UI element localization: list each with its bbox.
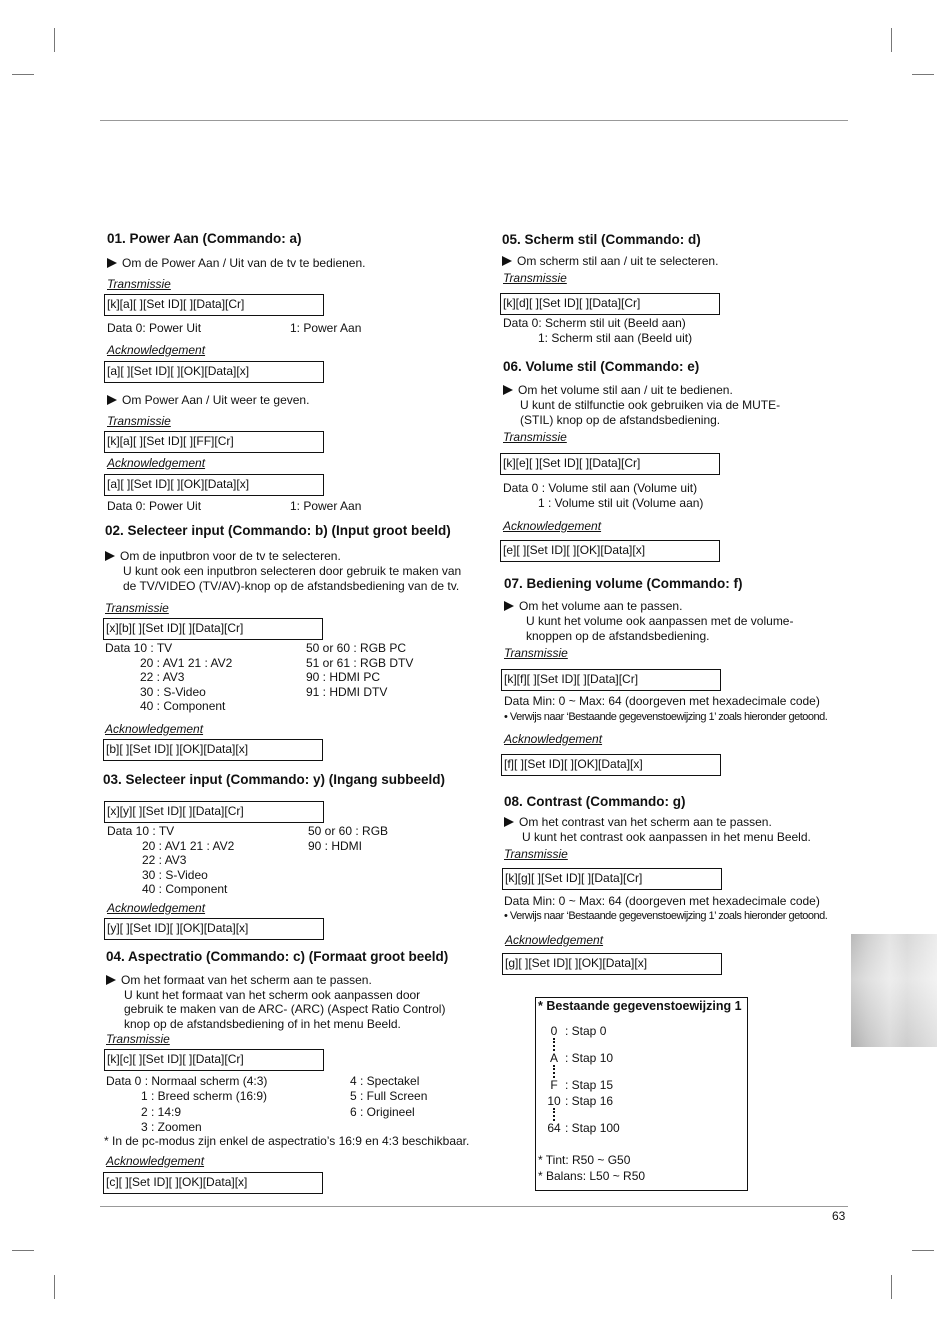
data-mapping-table [535,997,748,1191]
transmissie-label: Transmissie [503,271,567,285]
footnote: * In de pc-modus zijn enkel de aspectratio’s 16:9 en 4:3 beschikbaar. [104,1134,470,1148]
data-line: 40 : Component [142,882,228,897]
mapping-value: : Stap 15 [565,1078,614,1092]
transmission-box: [k][f][ ][Set ID][ ][Data][Cr] [501,669,721,691]
section-04-desc: U kunt het formaat van het scherm ook aanpassen door [124,988,421,1002]
section-02-desc: U kunt ook een inputbron selecteren door gebruik te maken van [123,564,462,578]
data-line: 5 : Full Screen [350,1089,428,1104]
mapping-key: F [550,1078,558,1092]
data-line: 1: Power Aan [290,499,362,513]
acknowledgement-box: [b][ ][Set ID][ ][OK][Data][x] [103,739,323,761]
balance-range: * Balans: L50 ~ R50 [538,1169,646,1183]
data-values-right [306,641,413,699]
transmission-box: [k][c][ ][Set ID][ ][Data][Cr] [104,1049,324,1071]
section-05-title: 05. Scherm stil (Commando: d) [502,232,701,247]
arrow-right-icon [106,975,116,985]
mapping-key: 0 [550,1024,558,1038]
crop-mark [54,28,55,52]
transmissie-label: Transmissie [107,277,171,291]
section-06-title: 06. Volume stil (Commando: e) [503,359,700,374]
transmissie-label: Transmissie [107,414,171,428]
data-line: Data Min: 0 ~ Max: 64 (doorgeven met hexadecimale code) [504,694,820,708]
section-02-desc: Om de inputbron voor de tv te selecteren. [105,549,341,564]
reference-note: • Verwijs naar ‘Bestaande gegevenstoewijzing 1’ zoals hieronder getoond. [504,711,828,723]
acknowledgement-label: Acknowledgement [107,343,206,357]
section-04-title: 04. Aspectratio (Commando: c) (Formaat groot beeld) [106,949,449,964]
data-line: Data 10 : TV [107,824,175,838]
tint-range: * Tint: R50 ~ G50 [538,1153,631,1167]
data-line: 51 or 61 : RGB DTV [306,655,414,670]
data-line: 2 : 14:9 [141,1104,182,1119]
data-line: 90 : HDMI [308,838,363,853]
data-line: 6 : Origineel [350,1104,415,1119]
transmission-box: [x][y][ ][Set ID][ ][Data][Cr] [104,801,324,823]
acknowledgement-label: Acknowledgement [505,933,604,947]
section-07-desc: U kunt het volume ook aanpassen met de volume- [526,614,794,628]
acknowledgement-box: [f][ ][Set ID][ ][OK][Data][x] [501,754,721,776]
section-08-desc: Om het contrast van het scherm aan te passen. [504,815,772,830]
data-values-right [350,1074,427,1120]
section-02-desc: de TV/VIDEO (TV/AV)-knop op de afstandsbediening van de tv. [123,579,460,593]
acknowledgement-box: [a][ ][Set ID][ ][OK][Data][x] [104,361,324,383]
transmission-box: [k][e][ ][Set ID][ ][Data][Cr] [500,453,720,475]
transmission-box: [k][a][ ][Set ID][ ][Data][Cr] [104,294,324,316]
mapping-key: 10 [547,1094,561,1108]
data-line: 22 : AV3 [140,670,185,685]
acknowledgement-box: [e][ ][Set ID][ ][OK][Data][x] [500,540,720,562]
section-01-desc-2: Om Power Aan / Uit weer te geven. [107,393,309,408]
arrow-right-icon [107,258,117,268]
section-07-desc: knoppen op de afstandsbediening. [526,629,710,643]
crop-mark [54,1275,55,1299]
crop-mark [12,74,34,75]
data-line: 1: Power Aan [290,321,362,335]
section-thumb-tab [851,934,937,1047]
acknowledgement-box: [y][ ][Set ID][ ][OK][Data][x] [104,918,324,940]
data-line: Data Min: 0 ~ Max: 64 (doorgeven met hexadecimale code) [504,894,820,908]
section-01-title: 01. Power Aan (Commando: a) [107,231,302,246]
data-line: 4 : Spectakel [350,1074,420,1088]
data-line: 1 : Breed scherm (16:9) [141,1089,268,1104]
section-04-desc: knop op de afstandsbediening of in het menu Beeld. [124,1017,401,1031]
data-line: Data 0: Power Uit [107,321,202,335]
data-line: 30 : S-Video [142,867,208,882]
section-08-title: 08. Contrast (Commando: g) [504,794,686,809]
crop-mark [912,74,934,75]
data-line: 91 : HDMI DTV [306,684,388,699]
acknowledgement-label: Acknowledgement [504,732,603,746]
arrow-right-icon [107,395,117,405]
section-02-title: 02. Selecteer input (Commando: b) (Input groot beeld) [105,523,451,538]
data-values-left [106,1074,267,1135]
data-line: 30 : S-Video [140,684,206,699]
mapping-value: : Stap 16 [565,1094,614,1108]
crop-mark [12,1250,34,1251]
section-04-desc: gebruik te maken van de ARC- (ARC) (Aspect Ratio Control) [124,1002,446,1016]
data-values-right [308,824,388,853]
section-04-desc: Om het formaat van het scherm aan te passen. [106,973,372,988]
data-line: 3 : Zoomen [141,1119,202,1134]
data-values-left [105,641,232,714]
mapping-value: : Stap 10 [565,1051,614,1065]
data-line: Data 0 : Volume stil aan (Volume uit) [503,481,698,495]
crop-mark [912,1250,934,1251]
data-line: 1: Scherm stil aan (Beeld uit) [538,331,693,345]
crop-mark [891,1275,892,1299]
section-01-desc: Om de Power Aan / Uit van de tv te bedienen. [107,256,365,271]
data-line: 22 : AV3 [142,853,187,868]
transmissie-label: Transmissie [504,646,568,660]
data-line: 1 : Volume stil uit (Volume aan) [538,496,704,510]
transmission-box: [k][d][ ][Set ID][ ][Data][Cr] [500,293,720,315]
section-06-desc: U kunt de stilfunctie ook gebruiken via de MUTE- [520,398,781,412]
acknowledgement-label: Acknowledgement [105,722,204,736]
crop-mark [891,28,892,52]
arrow-right-icon [502,256,512,266]
data-line: 90 : HDMI PC [306,670,381,685]
data-line: Data 10 : TV [105,641,173,655]
footer-rule [100,1206,848,1207]
mapping-key: 64 [547,1121,561,1135]
transmission-box: [k][g][ ][Set ID][ ][Data][Cr] [502,868,722,890]
transmissie-label: Transmissie [503,430,567,444]
data-line: 50 or 60 : RGB PC [306,641,407,655]
transmissie-label: Transmissie [105,601,169,615]
mapping-value: : Stap 0 [565,1024,607,1038]
acknowledgement-box: [g][ ][Set ID][ ][OK][Data][x] [502,953,722,975]
section-03-title: 03. Selecteer input (Commando: y) (Ingang subbeeld) [103,772,446,787]
section-06-desc: Om het volume stil aan / uit te bedienen. [503,383,733,398]
acknowledgement-box: [c][ ][Set ID][ ][OK][Data][x] [103,1172,323,1194]
acknowledgement-label: Acknowledgement [106,1154,205,1168]
data-line: 40 : Component [140,699,226,714]
arrow-right-icon [504,817,514,827]
reference-note: • Verwijs naar ‘Bestaande gegevenstoewijzing 1’ zoals hieronder getoond. [504,910,828,922]
data-line: Data 0 : Normaal scherm (4:3) [106,1074,268,1088]
arrow-right-icon [504,601,514,611]
transmission-box: [k][a][ ][Set ID][ ][FF][Cr] [104,431,324,453]
section-08-desc: U kunt het contrast ook aanpassen in het menu Beeld. [522,830,811,844]
data-line: 20 : AV1 21 : AV2 [142,838,235,853]
section-07-title: 07. Bediening volume (Commando: f) [504,576,743,591]
data-line: 20 : AV1 21 : AV2 [140,655,233,670]
mapping-value: : Stap 100 [565,1121,620,1135]
data-line: 50 or 60 : RGB [308,824,389,838]
page-number: 63 [832,1209,846,1223]
acknowledgement-box: [a][ ][Set ID][ ][OK][Data][x] [104,474,324,496]
header-rule [100,120,848,121]
ellipsis-dots [553,1065,557,1078]
section-07-desc: Om het volume aan te passen. [504,599,682,614]
acknowledgement-label: Acknowledgement [107,456,206,470]
arrow-right-icon [105,551,115,561]
ellipsis-dots [553,1108,557,1121]
mapping-title: * Bestaande gegevenstoewijzing 1 [538,999,742,1013]
section-05-desc: Om scherm stil aan / uit te selecteren. [502,254,718,269]
data-line: Data 0: Scherm stil uit (Beeld aan) [503,316,686,330]
transmissie-label: Transmissie [504,847,568,861]
section-06-desc: (STIL) knop op de afstandsbediening. [520,413,721,427]
ellipsis-dots [553,1038,557,1051]
mapping-key: A [549,1051,558,1065]
acknowledgement-label: Acknowledgement [107,901,206,915]
arrow-right-icon [503,385,513,395]
data-values-left [107,824,234,897]
transmissie-label: Transmissie [106,1032,170,1046]
transmission-box: [x][b][ ][Set ID][ ][Data][Cr] [103,618,323,640]
data-line: Data 0: Power Uit [107,499,202,513]
acknowledgement-label: Acknowledgement [503,519,602,533]
